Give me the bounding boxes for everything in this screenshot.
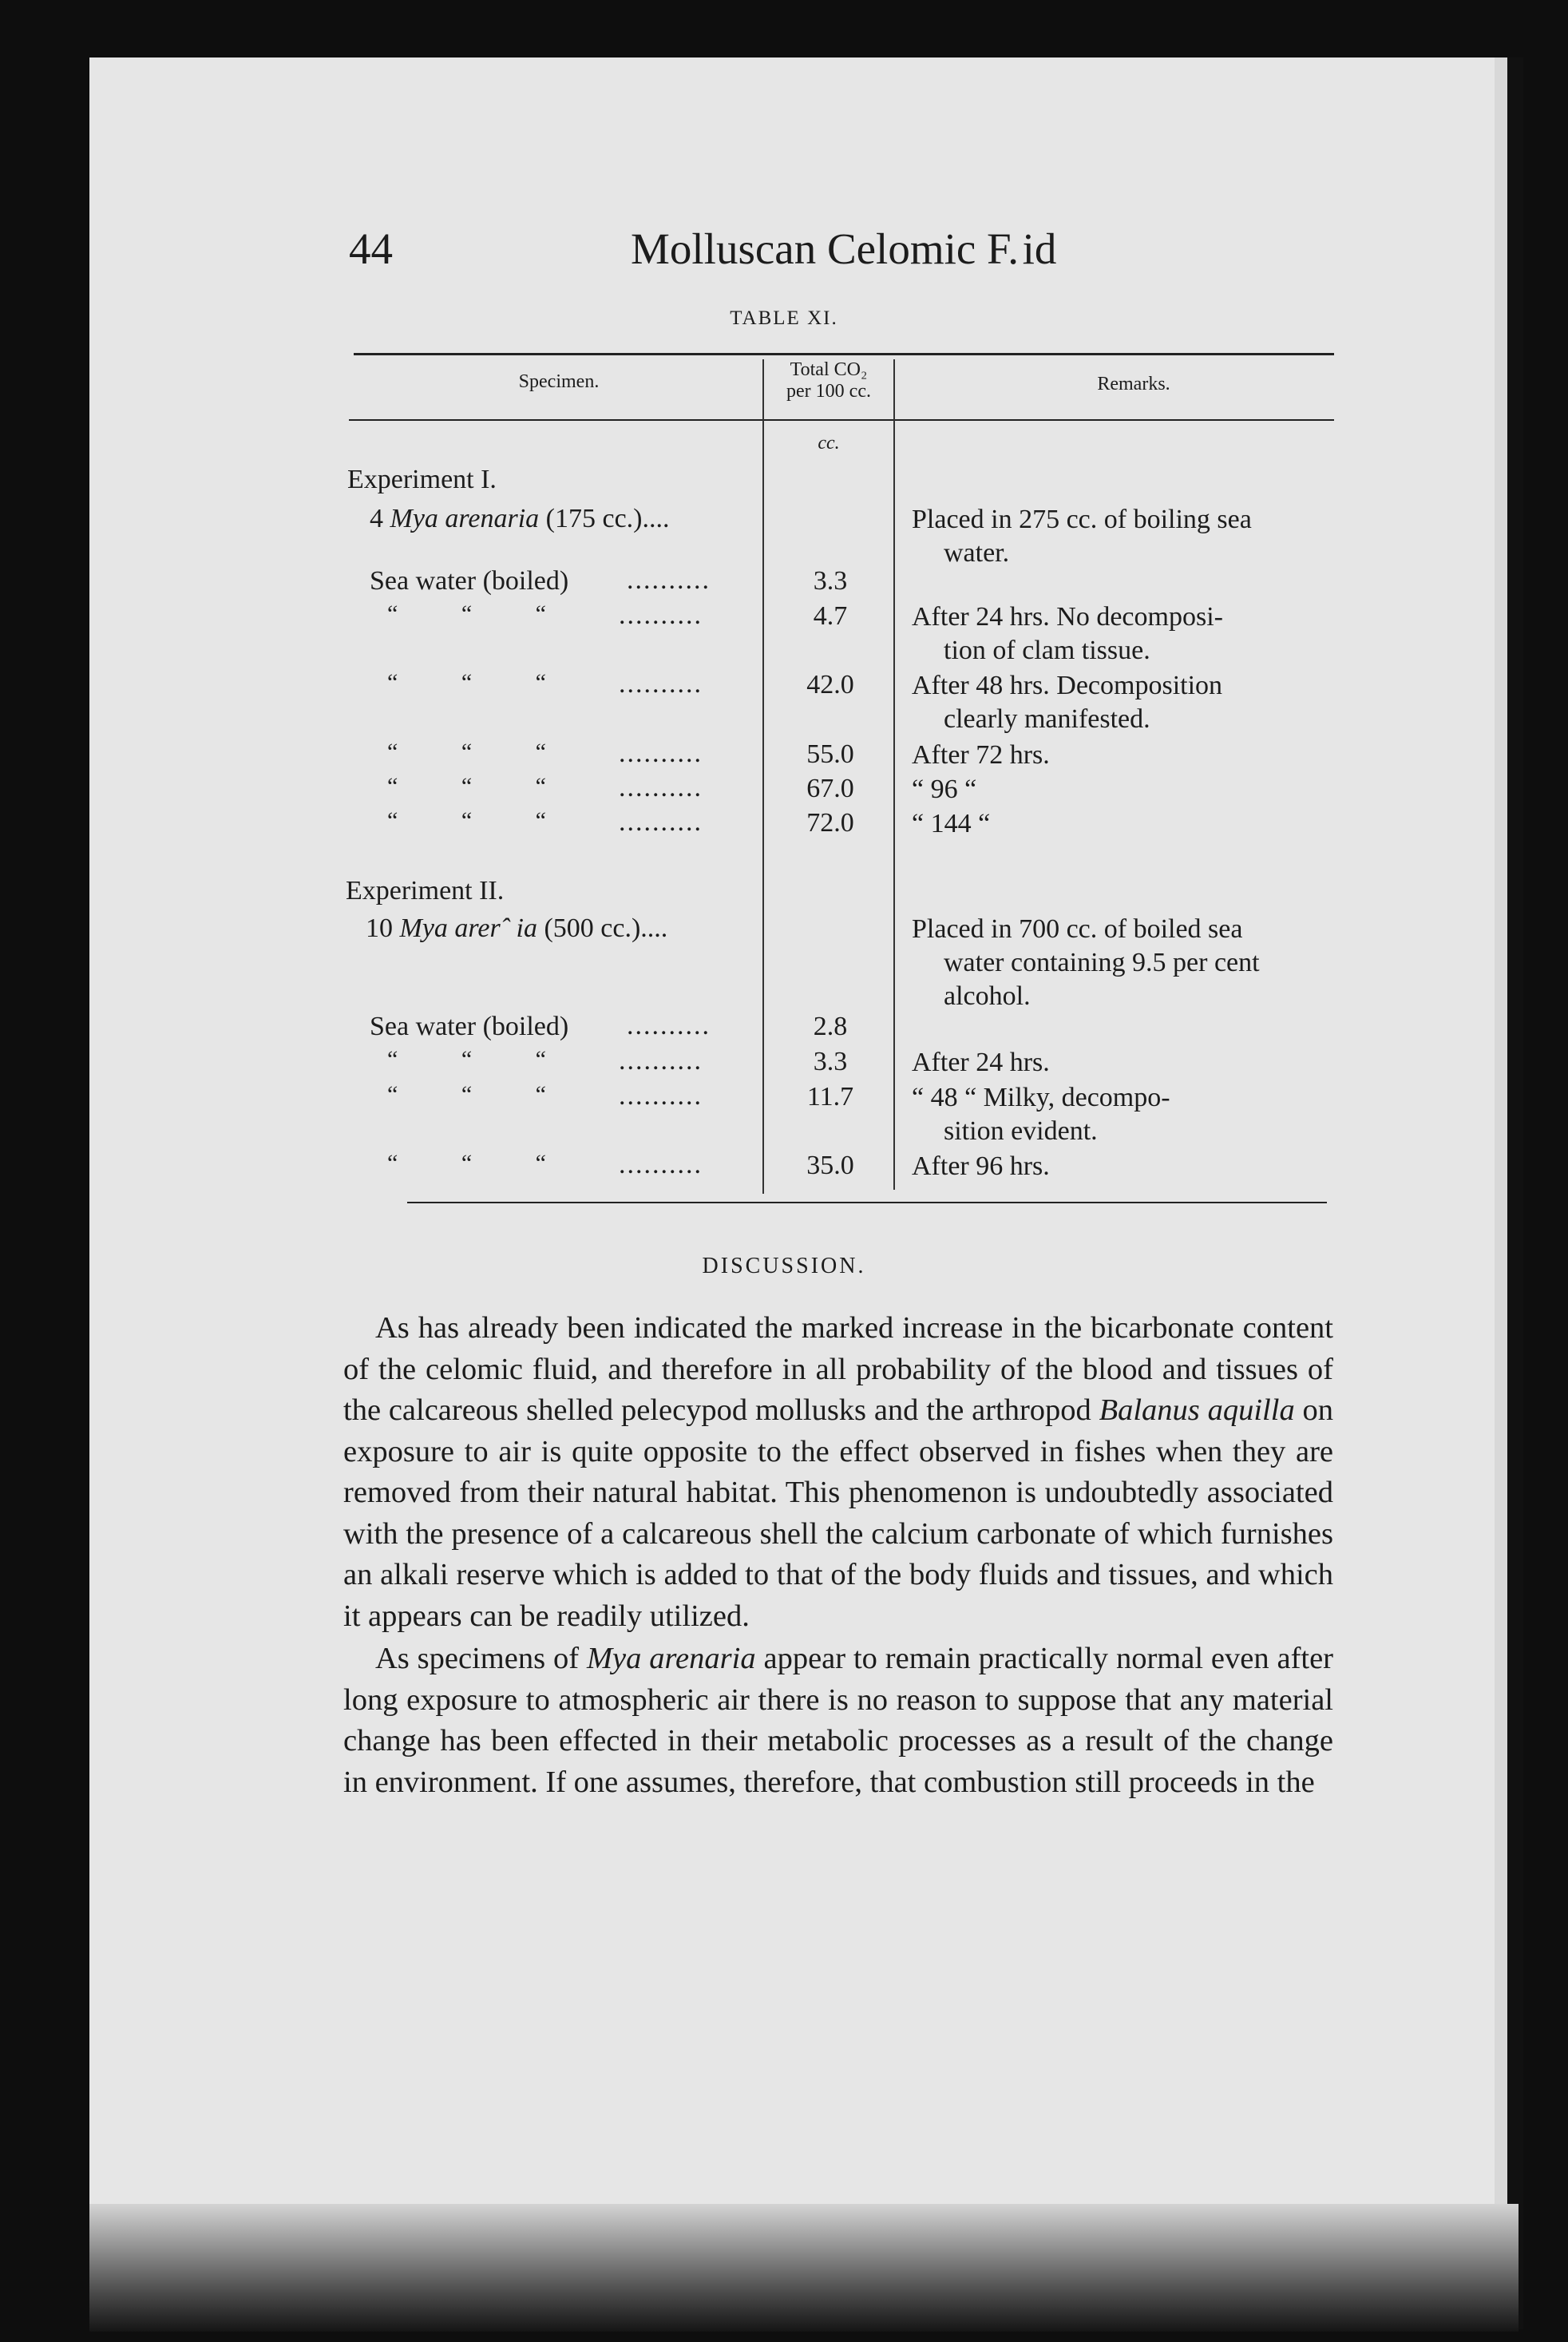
- species-name: Mya arenaria: [586, 1642, 756, 1675]
- remark-line: water containing 9.5 per cent: [944, 948, 1260, 977]
- remark-line: alcohol.: [944, 981, 1031, 1011]
- experiment-2-remark: [912, 913, 1367, 1013]
- co2-value: 42.0: [806, 670, 854, 699]
- species-name: Balanus aquilla: [1099, 1393, 1295, 1427]
- experiment-1-heading: Experiment I.: [347, 465, 497, 494]
- row-label: “ “ “: [387, 1150, 575, 1176]
- remark-line: After 72 hrs.: [912, 740, 1050, 770]
- remark-line: “ 48 “ Milky, decompo-: [912, 1083, 1170, 1112]
- column-header-specimen: Specimen.: [518, 371, 600, 392]
- leader-dots: ..........: [619, 669, 703, 699]
- table-title: TABLE XI.: [730, 307, 838, 329]
- remark-line: “ 96 “: [912, 775, 977, 804]
- row-label: “ “ “: [387, 1081, 575, 1108]
- remark-line: After 24 hrs.: [912, 1048, 1050, 1077]
- paragraph: [343, 1308, 1333, 1637]
- leader-dots: ..........: [619, 1081, 703, 1111]
- row-remark: [912, 1081, 1367, 1148]
- remark-line: Placed in 700 cc. of boiled sea: [912, 914, 1243, 944]
- specimen-count: 10: [366, 913, 400, 943]
- remark-line: After 48 hrs. Decomposition: [912, 671, 1223, 700]
- row-label: “ “ “: [387, 773, 575, 799]
- row-label: “ “ “: [387, 739, 575, 765]
- remark-line: sition evident.: [944, 1116, 1098, 1146]
- remark-line: After 24 hrs. No decomposi-: [912, 602, 1223, 632]
- table-bottom-rule: [407, 1202, 1327, 1203]
- page-edge: [1495, 57, 1519, 2329]
- table-header-rule: [349, 419, 1334, 421]
- co2-value: 3.3: [813, 1047, 848, 1076]
- discussion-body: [343, 1308, 1333, 1803]
- row-remark: [912, 773, 1367, 806]
- leader-dots: ..........: [619, 1150, 703, 1179]
- experiment-2-specimen: [366, 913, 667, 945]
- leader-dots: ..........: [619, 807, 703, 837]
- row-label: “ “ “: [387, 669, 575, 695]
- remark-line: water.: [944, 538, 1010, 568]
- row-remark: [912, 1150, 1367, 1183]
- paragraph-text: As specimens of: [375, 1642, 587, 1675]
- row-remark: [912, 807, 1367, 841]
- row-label: Sea water (boiled): [370, 566, 569, 596]
- remark-line: clearly manifested.: [944, 704, 1150, 734]
- experiment-2-heading: Experiment II.: [346, 876, 505, 905]
- paragraph-text: appear to remain practically normal even after long exposure to atmospheric air there is no reason to suppose that any material change has been effected in their metabolic processes as a result of the change in environment. If one assumes, therefore, that combustion still proceeds in the: [343, 1642, 1334, 1799]
- leader-dots: ..........: [619, 600, 703, 630]
- co2-value: 11.7: [806, 1082, 854, 1112]
- co2-value: 35.0: [806, 1151, 854, 1180]
- co2-value: 3.3: [813, 566, 848, 596]
- units-label: cc.: [818, 433, 840, 454]
- paragraph-text: As has already been indicated the marked increase in the bicarbonate content of the celomic fluid, and therefore in all probability of the blood and tissues of the calcareous shelled pelecypod mollusks and the arthropod: [343, 1311, 1333, 1427]
- specimen-count: 4: [370, 504, 390, 533]
- leader-dots: ..........: [619, 773, 703, 802]
- column-header-co2: [765, 359, 893, 402]
- co2-value: 55.0: [806, 739, 854, 769]
- row-label: “ “ “: [387, 1046, 575, 1072]
- co2-header-line-1: Total CO₂: [790, 359, 868, 380]
- scan-bottom-shadow: [89, 2204, 1519, 2332]
- specimen-volume: (500 cc.)....: [537, 913, 668, 943]
- remark-line: Placed in 275 cc. of boiling sea: [912, 505, 1252, 534]
- remark-line: After 96 hrs.: [912, 1151, 1050, 1181]
- row-label: “ “ “: [387, 600, 575, 627]
- row-remark: [912, 600, 1367, 668]
- species-name: Mya arenaria: [390, 504, 540, 533]
- specimen-volume: (175 cc.)....: [539, 504, 670, 533]
- experiment-1-remark: [912, 503, 1367, 570]
- leader-dots: ..........: [619, 739, 703, 768]
- co2-value: 2.8: [813, 1012, 848, 1041]
- running-title: Molluscan Celomic F. id: [631, 224, 1057, 273]
- row-remark: [912, 739, 1367, 772]
- species-name: Mya arerˆ ia: [399, 913, 537, 943]
- paragraph-text: on exposure to air is quite opposite to the effect observed in fishes when they are removed from their natural habitat. This phenomenon is undoubtedly associated with the presence of a calcareous shell the calcium carbonate of which furnishes an alkali reserve which is added to that of the body fluids and tissues, and which it appears can be readily utilized.: [343, 1393, 1334, 1633]
- leader-dots: ..........: [627, 565, 711, 595]
- co2-value: 4.7: [813, 601, 848, 631]
- remark-line: tion of clam tissue.: [944, 636, 1150, 665]
- experiment-1-specimen: [370, 503, 669, 535]
- remark-line: “ 144 “: [912, 809, 991, 838]
- page-number: 44: [349, 224, 393, 273]
- table-top-rule: [354, 353, 1334, 355]
- co2-value: 72.0: [806, 808, 854, 838]
- leader-dots: ..........: [619, 1046, 703, 1076]
- row-remark: [912, 669, 1367, 736]
- discussion-heading: DISCUSSION.: [702, 1254, 866, 1278]
- co2-header-line-2: per 100 cc.: [786, 381, 871, 402]
- co2-value: 67.0: [806, 774, 854, 803]
- leader-dots: ..........: [627, 1011, 711, 1040]
- row-label: “ “ “: [387, 807, 575, 834]
- row-label: Sea water (boiled): [370, 1012, 569, 1041]
- column-header-remarks: Remarks.: [1097, 374, 1170, 394]
- paragraph: [343, 1639, 1333, 1803]
- row-remark: [912, 1046, 1367, 1080]
